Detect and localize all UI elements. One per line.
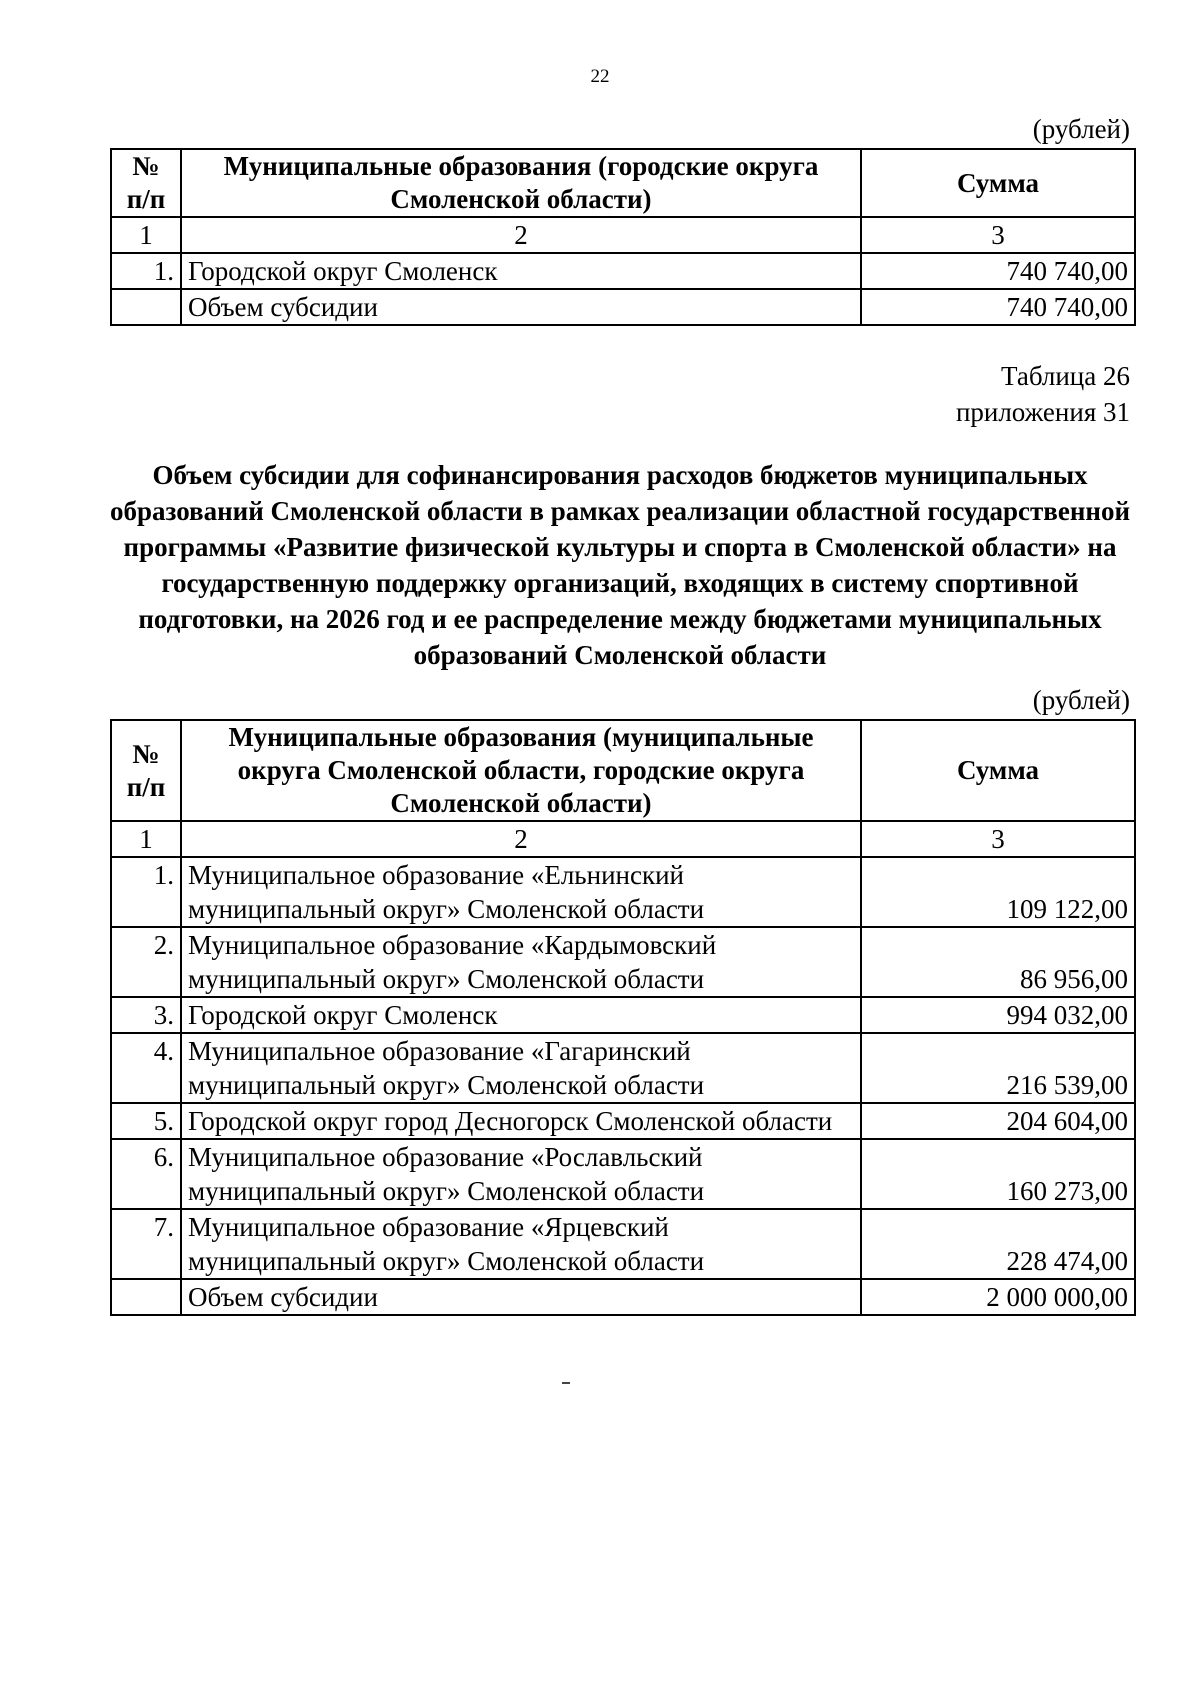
table2-unit: (рублей): [1032, 685, 1130, 715]
table1: [110, 148, 1136, 326]
row-number: 3.: [111, 997, 181, 1033]
table2-header-row: [111, 720, 1135, 821]
row-name: Муниципальное образование «Гагаринский муниципальный округ» Смоленской области: [181, 1033, 861, 1103]
row-number: 1.: [111, 857, 181, 927]
total-empty-cell: [111, 1279, 181, 1315]
row-sum: 740 740,00: [861, 253, 1135, 289]
header-sum: Сумма: [861, 720, 1135, 821]
total-label: Объем субсидии: [181, 289, 861, 325]
document-heading: Объем субсидии для софинансирования расходов бюджетов муниципальных образований Смоленской области в рамках реализации областной государственной программы «Развитие физической культуры и спорта в Смоленской области» на государственную поддержку организаций, входящих в систему спортивной подготовки, на 2026 год и ее распределение между бюджетами муниципальных образований Смоленской области: [109, 460, 1131, 670]
header-num: № п/п: [111, 149, 181, 217]
total-empty-cell: [111, 289, 181, 325]
table-row: [111, 1139, 1135, 1209]
table1-index-row: [111, 217, 1135, 253]
row-number: 2.: [111, 927, 181, 997]
header-municipalities: Муниципальные образования (городские округа Смоленской области): [181, 149, 861, 217]
table-number: Таблица 26: [1001, 361, 1130, 391]
row-number: 5.: [111, 1103, 181, 1139]
appendix-number: приложения 31: [955, 397, 1130, 427]
index-cell: 3: [861, 821, 1135, 857]
row-sum: 994 032,00: [861, 997, 1135, 1033]
table-row: [111, 253, 1135, 289]
header-municipalities: Муниципальные образования (муниципальные округа Смоленской области, городские округа Смоленской области): [181, 720, 861, 821]
page-number: 22: [590, 66, 610, 87]
table-row: [111, 1033, 1135, 1103]
row-name: Муниципальное образование «Рославльский муниципальный округ» Смоленской области: [181, 1139, 861, 1209]
table-row: [111, 857, 1135, 927]
row-sum: 160 273,00: [861, 1139, 1135, 1209]
index-cell: 1: [111, 821, 181, 857]
table-row: [111, 927, 1135, 997]
table-row: [111, 997, 1135, 1033]
row-name: Муниципальное образование «Ельнинский муниципальный округ» Смоленской области: [181, 857, 861, 927]
row-name: Городской округ город Десногорск Смоленской области: [181, 1103, 861, 1139]
table1-total-row: [111, 289, 1135, 325]
index-cell: 3: [861, 217, 1135, 253]
total-label: Объем субсидии: [181, 1279, 861, 1315]
row-sum: 228 474,00: [861, 1209, 1135, 1279]
row-name: Городской округ Смоленск: [181, 997, 861, 1033]
table2-total-row: [111, 1279, 1135, 1315]
row-number: 1.: [111, 253, 181, 289]
total-sum: 740 740,00: [861, 289, 1135, 325]
row-number: 6.: [111, 1139, 181, 1209]
row-number: 7.: [111, 1209, 181, 1279]
row-number: 4.: [111, 1033, 181, 1103]
index-cell: 1: [111, 217, 181, 253]
table2-index-row: [111, 821, 1135, 857]
table1-header-row: [111, 149, 1135, 217]
index-cell: 2: [181, 217, 861, 253]
table-row: [111, 1103, 1135, 1139]
row-sum: 86 956,00: [861, 927, 1135, 997]
row-sum: 204 604,00: [861, 1103, 1135, 1139]
table2: [110, 719, 1136, 1316]
total-sum: 2 000 000,00: [861, 1279, 1135, 1315]
index-cell: 2: [181, 821, 861, 857]
table-row: [111, 1209, 1135, 1279]
scan-mark: [562, 1382, 570, 1384]
row-sum: 216 539,00: [861, 1033, 1135, 1103]
row-name: Городской округ Смоленск: [181, 253, 861, 289]
table-reference: [956, 358, 1130, 430]
row-name: Муниципальное образование «Ярцевский муниципальный округ» Смоленской области: [181, 1209, 861, 1279]
row-sum: 109 122,00: [861, 857, 1135, 927]
table1-unit: (рублей): [1032, 114, 1130, 144]
row-name: Муниципальное образование «Кардымовский муниципальный округ» Смоленской области: [181, 927, 861, 997]
header-num: № п/п: [111, 720, 181, 821]
header-sum: Сумма: [861, 149, 1135, 217]
